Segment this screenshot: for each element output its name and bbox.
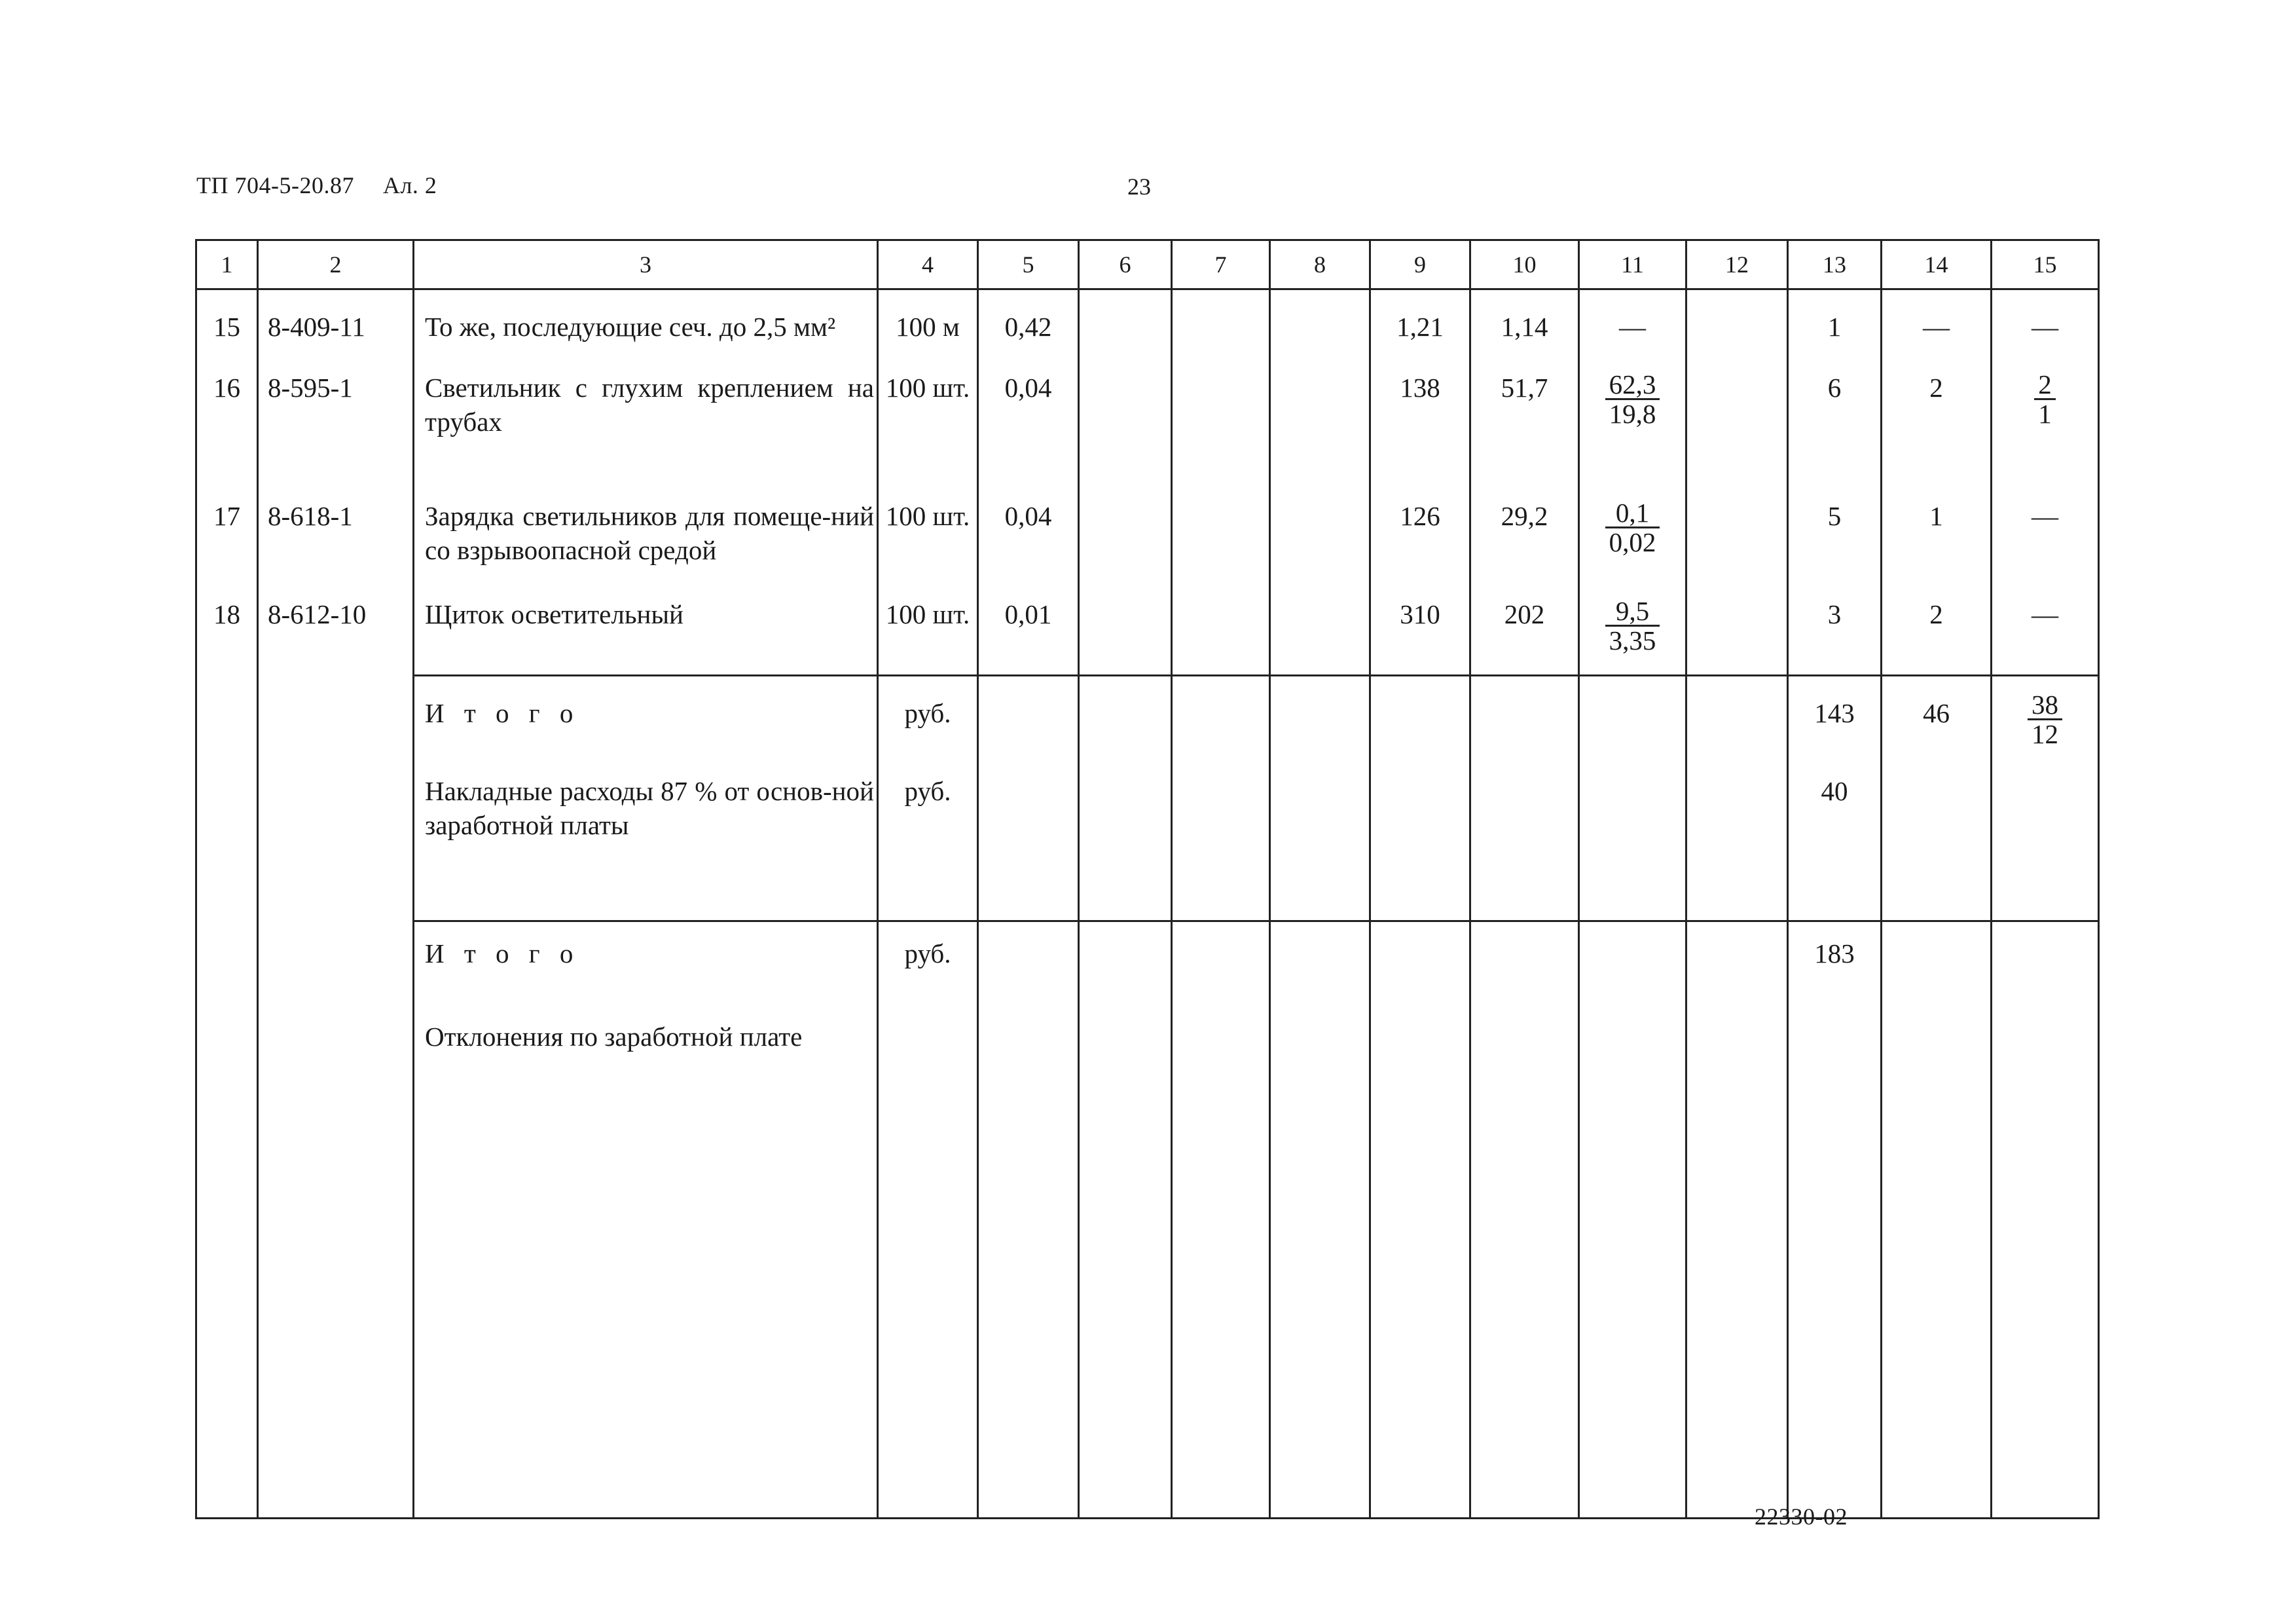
value-col13: 143 — [1788, 676, 1882, 774]
page-number: 23 — [1127, 174, 1151, 200]
rate-code: 8-595-1 — [258, 371, 414, 499]
value-col15: — — [1992, 499, 2099, 597]
value-col14: 2 — [1882, 597, 1992, 676]
rate-code: 8-409-11 — [258, 289, 414, 371]
value-col10: 202 — [1470, 597, 1579, 676]
unit: руб. — [878, 774, 978, 921]
work-description: Зарядка светильников для помеще-ний со взрывоопасной средой — [414, 499, 878, 597]
row-number: 18 — [196, 597, 258, 676]
unit: 100 шт. — [878, 597, 978, 676]
value-col11: — — [1579, 289, 1686, 371]
value-col13: 3 — [1788, 597, 1882, 676]
subtotal-label: И т о г о — [414, 921, 878, 1020]
col-header: 5 — [978, 240, 1079, 289]
value-col15: — — [1992, 597, 2099, 676]
value-col15 — [1992, 676, 2099, 774]
overhead-label: Накладные расходы 87 % от основ-ной заработной платы — [414, 774, 878, 921]
fraction — [1605, 597, 1660, 654]
value-col9: 138 — [1370, 371, 1470, 499]
value-col11 — [1579, 499, 1686, 597]
fraction-denominator: 3,35 — [1609, 625, 1656, 655]
deviation-row — [196, 1020, 2099, 1519]
value-col14: 1 — [1882, 499, 1992, 597]
work-description: Светильник с глухим креплением на трубах — [414, 371, 878, 499]
fraction-numerator: 62,3 — [1605, 371, 1660, 400]
value-col9: 310 — [1370, 597, 1470, 676]
deviation-label: Отклонения по заработной плате — [414, 1020, 878, 1519]
unit: 100 м — [878, 289, 978, 371]
fraction — [2034, 371, 2056, 428]
value-col15 — [1992, 371, 2099, 499]
value-col14: 46 — [1882, 676, 1992, 774]
fraction — [2028, 691, 2062, 748]
col-header: 11 — [1579, 240, 1686, 289]
unit: руб. — [878, 676, 978, 774]
table-row — [196, 289, 2099, 371]
fraction-numerator: 9,5 — [1605, 597, 1660, 627]
col-header: 14 — [1882, 240, 1992, 289]
value-col13: 1 — [1788, 289, 1882, 371]
fraction-denominator: 19,8 — [1609, 398, 1656, 429]
footer-code: 22330-02 — [1755, 1504, 1848, 1530]
rate-code: 8-618-1 — [258, 499, 414, 597]
fraction — [1605, 371, 1660, 428]
fraction-numerator: 38 — [2028, 691, 2062, 720]
doc-code: ТП 704-5-20.87 — [196, 172, 354, 198]
col-header: 1 — [196, 240, 258, 289]
col-header: 4 — [878, 240, 978, 289]
quantity: 0,42 — [978, 289, 1079, 371]
col-header: 12 — [1686, 240, 1788, 289]
col-header: 2 — [258, 240, 414, 289]
unit: 100 шт. — [878, 371, 978, 499]
fraction-numerator: 0,1 — [1605, 499, 1660, 528]
value-col15: — — [1992, 289, 2099, 371]
fraction-denominator: 0,02 — [1609, 526, 1656, 557]
row-number: 17 — [196, 499, 258, 597]
subtotal-label: И т о г о — [414, 676, 878, 774]
value-col9: 126 — [1370, 499, 1470, 597]
value-col13: 6 — [1788, 371, 1882, 499]
value-col9: 1,21 — [1370, 289, 1470, 371]
value-col14: 2 — [1882, 371, 1992, 499]
value-col13: 183 — [1788, 921, 1882, 1020]
value-col11 — [1579, 371, 1686, 499]
work-description: То же, последующие сеч. до 2,5 мм² — [414, 289, 878, 371]
subtotal-row — [196, 921, 2099, 1020]
fraction — [1605, 499, 1660, 556]
col-header: 3 — [414, 240, 878, 289]
unit: 100 шт. — [878, 499, 978, 597]
value-col10: 1,14 — [1470, 289, 1579, 371]
quantity: 0,01 — [978, 597, 1079, 676]
sheet-label: Ал. 2 — [382, 172, 437, 198]
value-col13: 40 — [1788, 774, 1882, 921]
table-header-row — [196, 240, 2099, 289]
value-col13: 5 — [1788, 499, 1882, 597]
fraction-numerator: 2 — [2034, 371, 2056, 400]
subtotal-row — [196, 676, 2099, 774]
value-col14: — — [1882, 289, 1992, 371]
table-row — [196, 371, 2099, 499]
value-col11 — [1579, 597, 1686, 676]
work-description: Щиток осветительный — [414, 597, 878, 676]
value-col10: 51,7 — [1470, 371, 1579, 499]
overhead-row — [196, 774, 2099, 921]
fraction-denominator: 12 — [2032, 719, 2058, 749]
quantity: 0,04 — [978, 371, 1079, 499]
col-header: 13 — [1788, 240, 1882, 289]
col-header: 15 — [1992, 240, 2099, 289]
col-header: 9 — [1370, 240, 1470, 289]
row-number: 16 — [196, 371, 258, 499]
document-header — [196, 172, 437, 199]
col-header: 7 — [1172, 240, 1270, 289]
rate-code: 8-612-10 — [258, 597, 414, 676]
col-header: 10 — [1470, 240, 1579, 289]
value-col10: 29,2 — [1470, 499, 1579, 597]
table-row — [196, 597, 2099, 676]
col-header: 8 — [1270, 240, 1370, 289]
unit: руб. — [878, 921, 978, 1020]
quantity: 0,04 — [978, 499, 1079, 597]
table-row — [196, 499, 2099, 597]
fraction-denominator: 1 — [2038, 398, 2052, 429]
col-header: 6 — [1079, 240, 1172, 289]
row-number: 15 — [196, 289, 258, 371]
estimate-table — [195, 239, 2100, 1519]
